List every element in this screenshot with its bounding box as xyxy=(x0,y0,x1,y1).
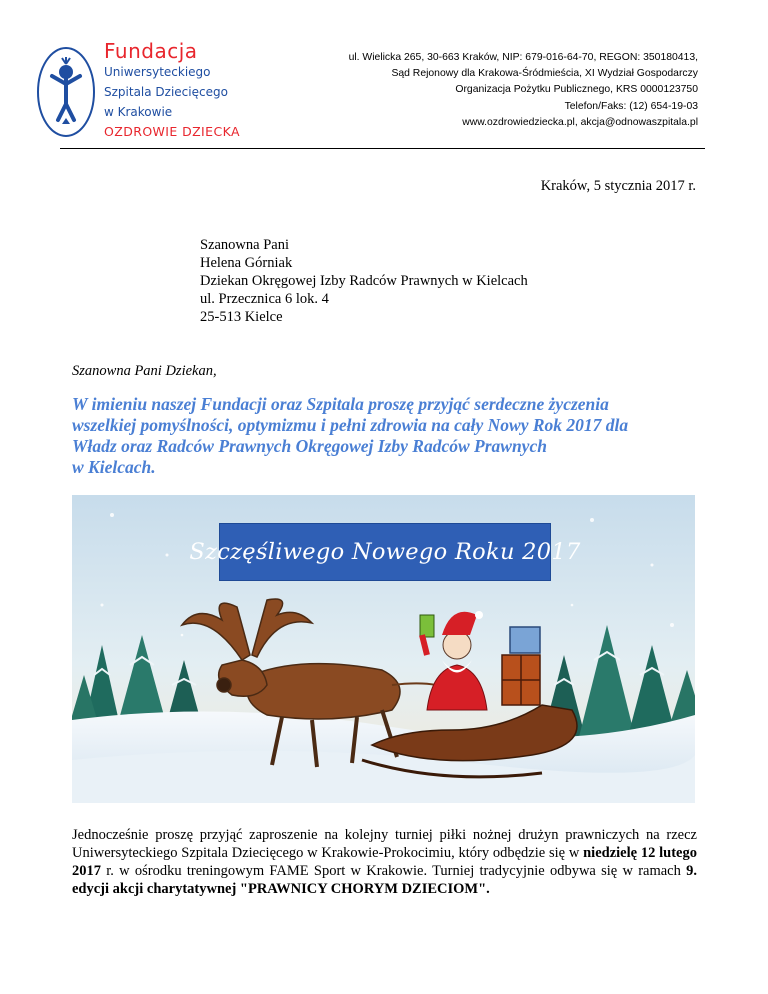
foundation-logo xyxy=(30,40,258,140)
address-line: Szanowna Pani xyxy=(200,237,289,253)
salutation: Szanowna Pani Dziekan, xyxy=(72,363,217,379)
child-emblem-icon xyxy=(36,46,96,138)
logo-subtitle: OZDROWIE DZIECKA xyxy=(104,124,240,139)
logo-title: Fundacja xyxy=(104,39,198,63)
card-title-banner xyxy=(189,523,581,581)
contact-court: Sąd Rejonowy dla Krakowa-Śródmieścia, XI Wydział Gospodarczy xyxy=(391,68,698,80)
logo-line: Uniwersyteckiego xyxy=(104,65,211,79)
card-title: Szczęśliwego Nowego Roku 2017 xyxy=(189,539,581,565)
invitation-text: Jednocześnie proszę przyjąć zaproszenie na kolejny turniej piłki nożnej drużyn prawniczych na rzecz Uniwersyteckiego Szpitala Dziecięcego w Krakowie-Prokocimiu, który odbędzie się w xyxy=(72,827,697,861)
greeting-card-image xyxy=(72,495,695,803)
wishes-line: w Kielcach. xyxy=(72,457,156,477)
address-line: Helena Górniak xyxy=(200,255,293,271)
invitation-text: r. w ośrodku treningowym FAME Sport w Krakowie. Turniej tradycyjnie odbywa się w ramach xyxy=(101,863,687,879)
wishes-line: W imieniu naszej Fundacji oraz Szpitala proszę przyjąć serdeczne życzenia xyxy=(72,394,609,414)
address-line: Dziekan Okręgowej Izby Radców Prawnych w Kielcach xyxy=(200,273,528,289)
wishes-line: Władz oraz Radców Prawnych Okręgowej Izby Radców Prawnych xyxy=(72,436,547,456)
address-line: ul. Przecznica 6 lok. 4 xyxy=(200,291,329,307)
contact-phone: Telefon/Faks: (12) 654-19-03 xyxy=(564,100,698,112)
letter-date: Kraków, 5 stycznia 2017 r. xyxy=(540,178,696,194)
charity-campaign-name: 9. edycji akcji charytatywnej "PRAWNICY CHORYM DZIECIOM". xyxy=(72,863,697,897)
header-divider xyxy=(60,148,705,149)
contact-krs: Organizacja Pożytku Publicznego, KRS 0000123750 xyxy=(455,84,698,96)
invitation-date: niedzielę 12 lutego 2017 xyxy=(72,845,697,879)
contact-address: ul. Wielicka 265, 30-663 Kraków, NIP: 679-016-64-70, REGON: 350180413, xyxy=(348,52,698,63)
address-line: 25-513 Kielce xyxy=(200,309,283,325)
logo-line: Szpitala Dziecięcego xyxy=(104,85,228,99)
wishes-line: wszelkiej pomyślności, optymizmu i pełni zdrowia na cały Nowy Rok 2017 dla xyxy=(72,415,629,435)
logo-line: w Krakowie xyxy=(104,105,173,119)
recipient-address xyxy=(200,236,528,326)
contact-block xyxy=(349,50,698,131)
contact-web-email: www.ozdrowiedziecka.pl, akcja@odnowaszpitala.pl xyxy=(462,116,698,128)
new-year-wishes xyxy=(72,394,672,478)
invitation-paragraph xyxy=(72,826,697,898)
